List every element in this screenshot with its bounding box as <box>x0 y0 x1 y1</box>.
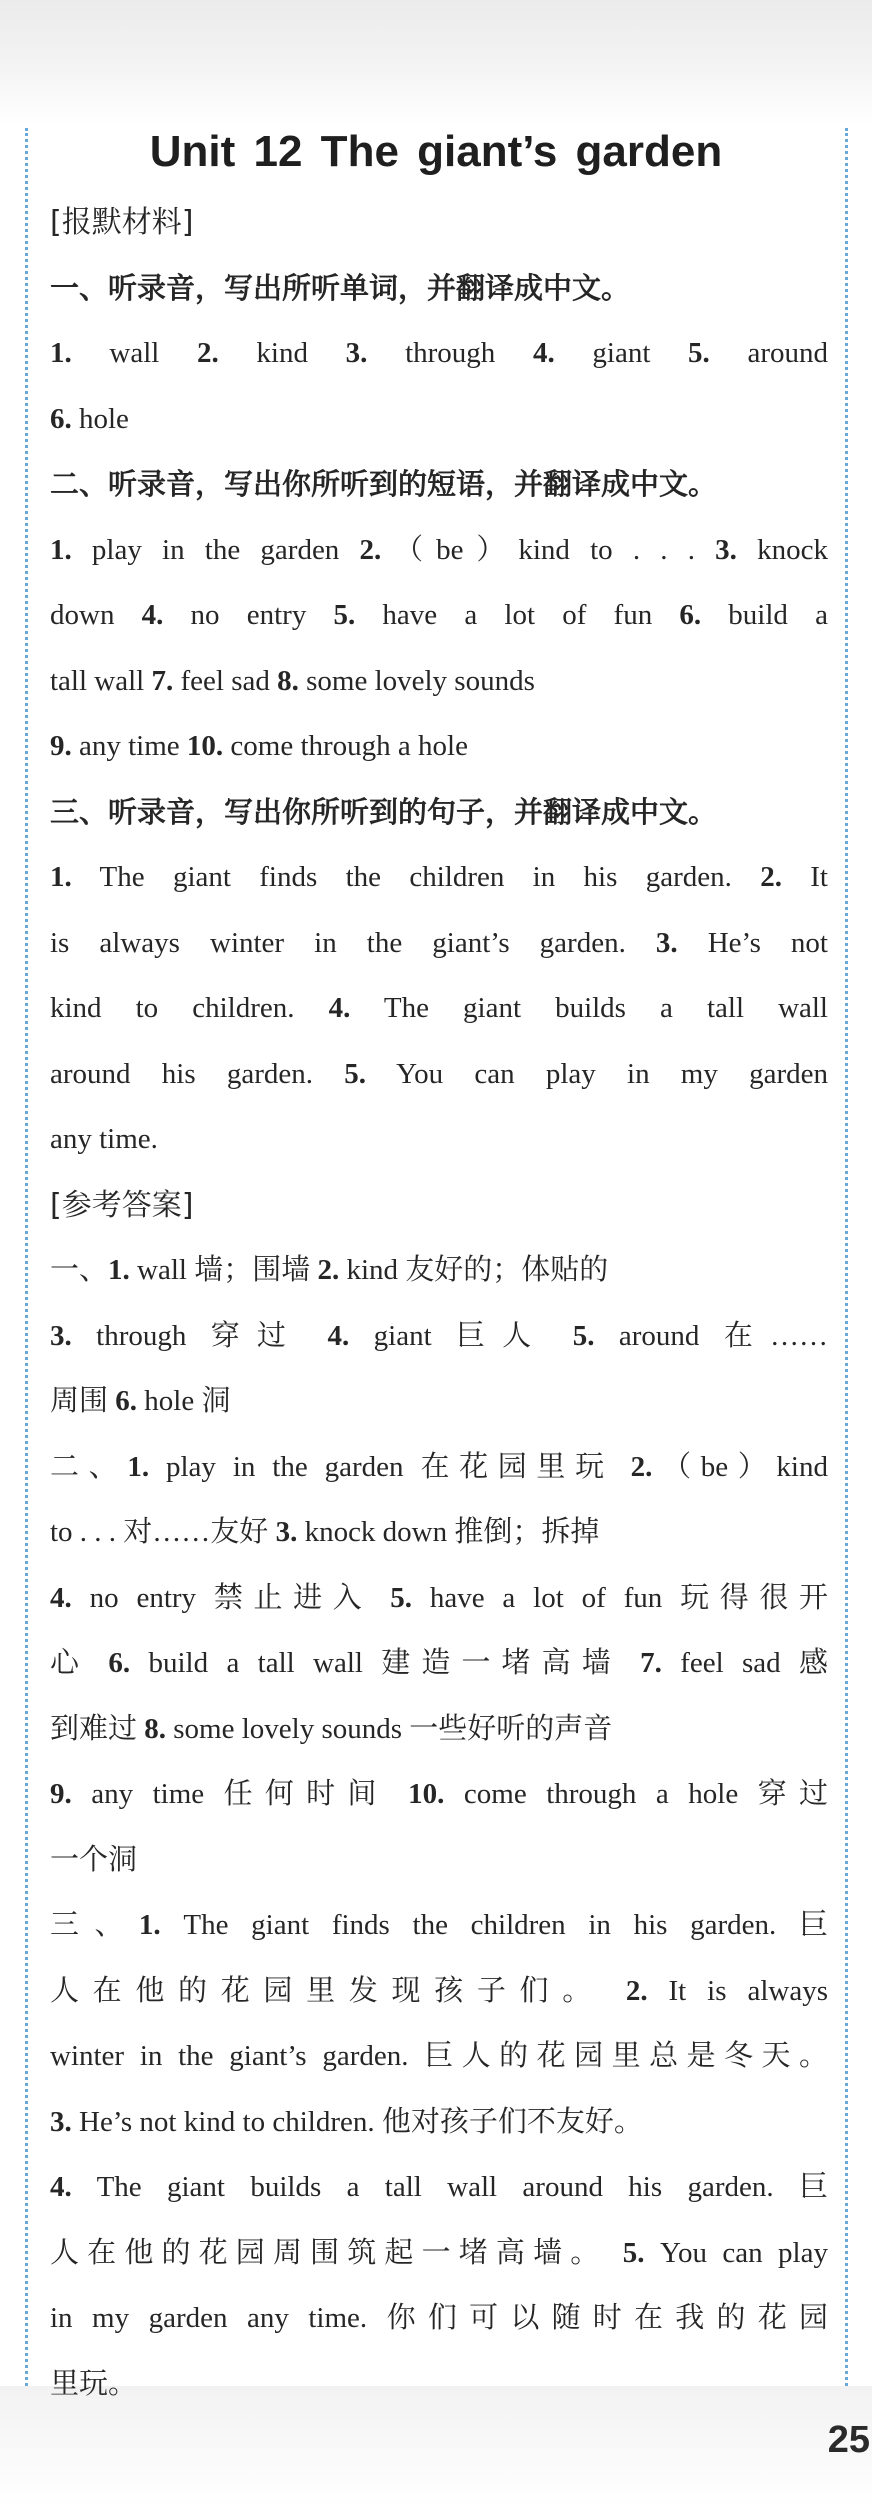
text-line: 人在他的花园里发现孩子们。 2. It is always <box>50 1974 828 2007</box>
text-line: 二、1. play in the garden 在花园里玩 2.（be）kind <box>50 1450 828 1483</box>
text-line: 到难过 8. some lovely sounds 一些好听的声音 <box>50 1712 613 1745</box>
text-line: any time. <box>50 1123 158 1155</box>
text-line: to . . . 对……友好 3. knock down 推倒；拆掉 <box>50 1516 600 1548</box>
section-tag: [参考答案] <box>50 1187 194 1223</box>
section-heading: 三、听录音，写出你所听到的句子，并翻译成中文。 <box>50 794 718 829</box>
text-line: is always winter in the giant’s garden. 3. He’s not <box>50 926 828 959</box>
text-line: 9. any time 10. come through a hole <box>50 730 468 762</box>
text-line: 三、1. The giant finds the children in his garden. 巨 <box>50 1909 828 1941</box>
text-line: 1. play in the garden 2.（be）kind to . . . 3. knock <box>50 533 828 566</box>
top-shadow-band <box>0 0 872 125</box>
text-line: winter in the giant’s garden. 巨人的花园里总是冬天。 <box>50 2040 828 2072</box>
text-line: 1. wall 2. kind 3. through 4. giant 5. around <box>50 337 828 369</box>
text-line: 周围 6. hole 洞 <box>50 1385 231 1417</box>
text-line: 一个洞 <box>50 1843 138 1876</box>
text-line: 3. He’s not kind to children. 他对孩子们不友好。 <box>50 2105 643 2138</box>
text-line: 里玩。 <box>50 2367 138 2400</box>
text-line: in my garden any time. 你们可以随时在我的花园 <box>50 2302 828 2334</box>
right-dotted-margin-line <box>845 128 848 2386</box>
text-line: down 4. no entry 5. have a lot of fun 6. build a <box>50 599 828 631</box>
text-line: 1. The giant finds the children in his garden. 2. It <box>50 861 828 893</box>
text-line: 9. any time 任何时间 10. come through a hole 穿过 <box>50 1778 828 1810</box>
text-line: tall wall 7. feel sad 8. some lovely sounds <box>50 664 535 697</box>
text-line: 3. through 穿过 4. giant 巨人 5. around 在…… <box>50 1319 828 1352</box>
text-line: 一、1. wall 墙；围墙 2. kind 友好的；体贴的 <box>50 1254 609 1286</box>
section-tag: [报默材料] <box>50 205 194 240</box>
text-line: 6. hole <box>50 402 129 435</box>
section-heading: 二、听录音，写出你所听到的短语，并翻译成中文。 <box>50 467 718 501</box>
text-line: 心 6. build a tall wall 建造一堵高墙 7. feel sad 感 <box>50 1647 828 1679</box>
text-line: kind to children. 4. The giant builds a tall wall <box>50 992 828 1024</box>
page-title: Unit 12 The giant’s garden <box>149 127 723 176</box>
text-line: 4. no entry 禁止进入 5. have a lot of fun 玩得很开 <box>50 1581 828 1614</box>
left-dotted-margin-line <box>25 128 28 2386</box>
answer-content <box>50 190 828 2417</box>
text-line: around his garden. 5. You can play in my garden <box>50 1057 828 1090</box>
text-line: 人在他的花园周围筑起一堵高墙。 5. You can play <box>50 2236 828 2269</box>
section-heading: 一、听录音，写出所听单词，并翻译成中文。 <box>50 270 631 305</box>
text-line: 4. The giant builds a tall wall around his garden. 巨 <box>50 2171 828 2203</box>
page-number: 25 <box>827 2419 870 2461</box>
